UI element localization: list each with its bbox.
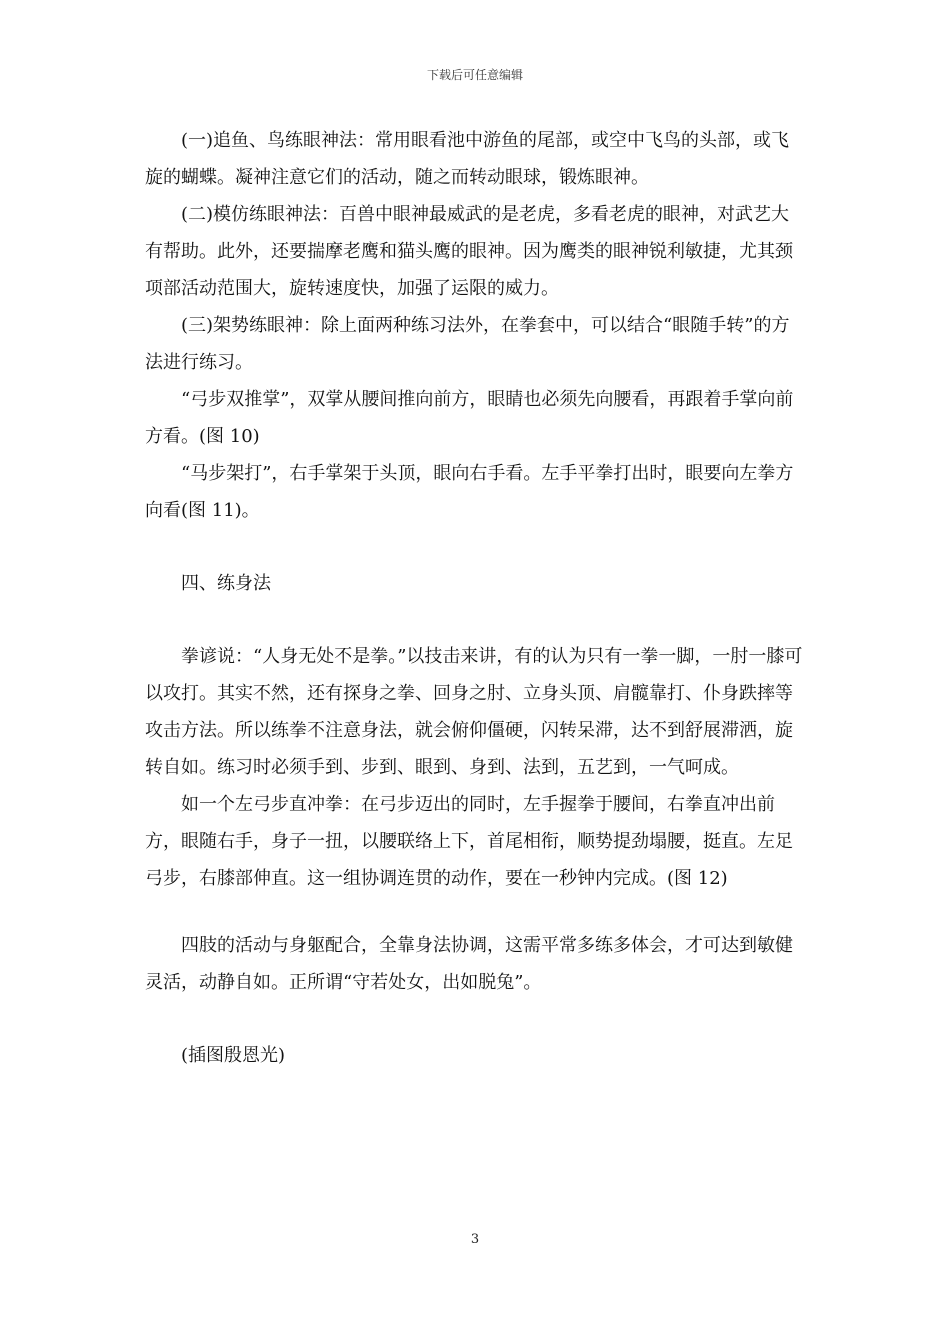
document-body [145,122,807,1074]
paragraph-straight-punch: 如一个左弓步直冲拳：在弓步迈出的同时，左手握拳于腰间，右拳直冲出前方，眼随右手，身子一扭，以腰联络上下，首尾相衔，顺势提劲塌腰，挺直。左足弓步，右膝部伸直。这一组协调连贯的动作，要在一秒钟内完成。(图 12) [145,794,793,889]
paragraph-body-method: 拳谚说：“人身无处不是拳。”以技击来讲，有的认为只有一拳一脚，一肘一膝可以攻打。其实不然，还有探身之拳、回身之肘、立身头顶、肩髋靠打、仆身跌摔等攻击方法。所以练拳不注意身法，就会俯仰僵硬，闪转呆滞，达不到舒展滞洒，旋转自如。练习时必须手到、步到、眼到、身到、法到，五艺到，一气呵成。 [145,646,803,778]
paragraph-eye-training-2: (二)模仿练眼神法：百兽中眼神最威武的是老虎，多看老虎的眼神，对武艺大有帮助。此外，还要揣摩老鹰和猫头鹰的眼神。因为鹰类的眼神锐利敏捷，尤其颈项部活动范围大，旋转速度快，加强了运限的威力。 [145,204,793,299]
paragraph-coordination: 四肢的活动与身躯配合，全靠身法协调，这需平常多练多体会，才可达到敏健灵活，动静自如。正所谓“守若处女，出如脱兔”。 [145,935,793,993]
paragraph-illustration-credit: (插图殷恩光) [181,1045,286,1066]
spacer [145,897,807,927]
paragraph-bow-stance-push: “弓步双推掌”，双掌从腰间推向前方，眼睛也必须先向腰看，再跟着手掌向前方看。(图 10) [145,389,794,447]
paragraph-eye-training-1: (一)追鱼、鸟练眼神法：常用眼看池中游鱼的尾部，或空中飞鸟的头部，或飞旋的蝴蝶。凝神注意它们的活动，随之而转动眼球，锻炼眼神。 [145,130,790,188]
spacer [145,602,807,638]
paragraph-horse-stance-strike: “马步架打”，右手掌架于头顶，眼向右手看。左手平拳打出时，眼要向左拳方向看(图 11)。 [145,463,794,521]
spacer [145,529,807,565]
section-heading: 四、练身法 [181,573,271,594]
spacer [145,1001,807,1037]
page-header: 下载后可任意编辑 [426,68,523,82]
page-number: 3 [470,1232,480,1247]
paragraph-eye-training-3: (三)架势练眼神：除上面两种练习法外，在拳套中，可以结合“眼随手转”的方法进行练习。 [145,315,790,373]
